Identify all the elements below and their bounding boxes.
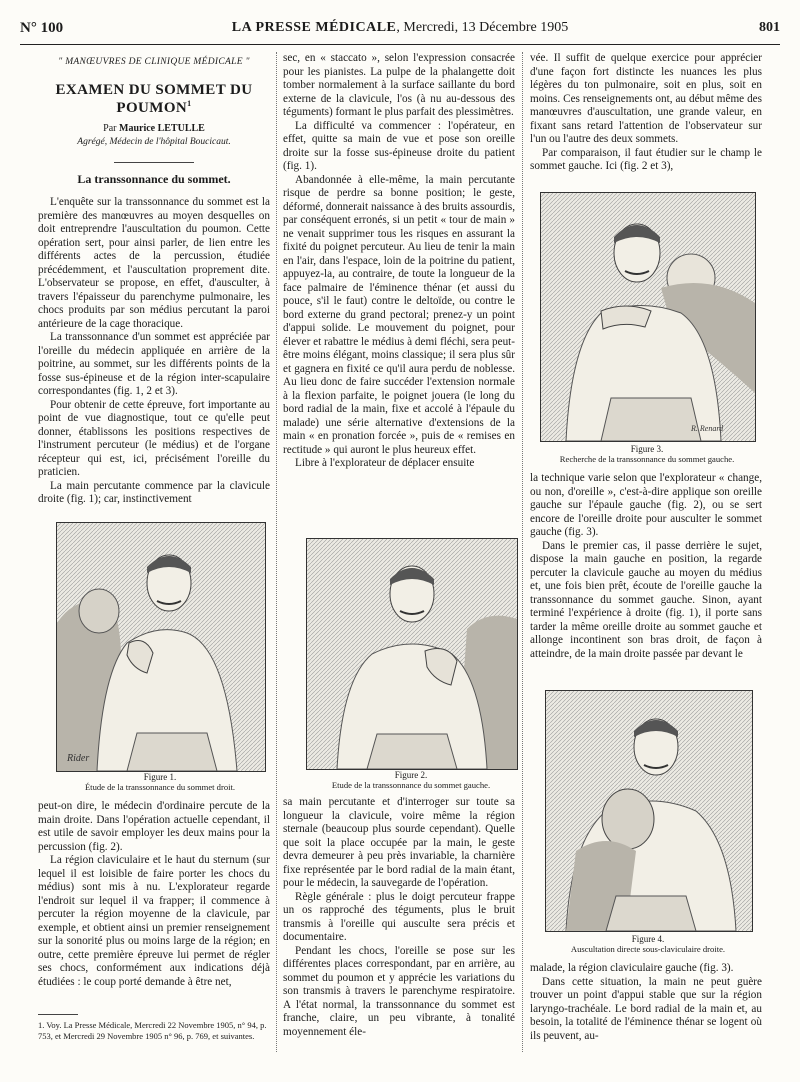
engraver-signature: Rider (67, 753, 90, 764)
author-line: Par Maurice LETULLE (103, 122, 205, 134)
author-role: Agrégé, Médecin de l'hôpital Boucicaut. (77, 137, 231, 147)
running-title (20, 20, 780, 36)
paragraph: Dans cette situation, la main ne peut guère trouver un point d'appui stable que sur la région laryngo-trachéale. Le bord radial de la main et, au besoin, la totalité de l'éminence thénar se logent où ils peuvent, au- (530, 975, 762, 1042)
paragraph: La transsonnance d'un sommet est appréciée par l'oreille du médecin appliquée en arrière de la poitrine, au sommet, sur les différents points de la fosse sus-épineuse et de la région inter-scapulaire correspondantes (fig. 1, 2 et 3). (38, 331, 270, 397)
paragraph: Règle générale : plus le doigt percuteur frappe un os rapproché des téguments, plus le bruit transmis à l'oreille qui ausculte sera précis et documentaire. (283, 890, 515, 943)
column-1 (38, 52, 270, 507)
engraving-examiner-behind (541, 193, 755, 441)
page-number: 801 (759, 20, 780, 35)
column-3-continued (530, 962, 762, 1043)
section-heading: La transsonnance du sommet. (77, 171, 231, 186)
paragraph: Libre à l'explorateur de déplacer ensuite (295, 457, 475, 469)
issue-number: N° 100 (20, 20, 64, 36)
figure-3-illustration (540, 192, 756, 442)
column-2 (283, 52, 515, 471)
article-title: EXAMEN DU SOMMET DU POUMON$^1$ (55, 81, 253, 116)
figure-4-illustration (545, 690, 753, 932)
column-separator (522, 52, 523, 1052)
journal-name: LA PRESSE MÉDICALE (231, 20, 397, 35)
paragraph: Par comparaison, il faut étudier sur le champ le sommet gauche. Ici (fig. 2 et 3), (530, 146, 762, 172)
column-1-continued (38, 800, 270, 989)
issue-date: , Mercredi, 13 Décembre 1905 (396, 20, 569, 35)
paragraph: sa main percutante et d'interroger sur toute sa longueur la clavicule, voire même la région sternale (beaucoup plus sourde cependant). Quelle que soit la place occupée par la main, le geste devra demeurer à peu près invariable, la charnière fixe représentée par le bord radial de la main étant, pour le médecin, la sauvegarde de l'opération. (283, 796, 515, 889)
footnote: 1. Voy. La Presse Médicale, Mercredi 22 Novembre 1905, n° 94, p. 753, et Mercredi 29 Novembre 1905 n° 96, p. 769, et suivantes. (38, 1020, 267, 1041)
engraving-man-left-apex (307, 539, 517, 769)
column-separator (276, 52, 277, 1052)
figure-1-illustration (56, 522, 266, 772)
paragraph: la technique varie selon que l'explorateur « change, ou non, d'oreille », c'est-à-dire applique son oreille gauche sur l'épaule gauche (fig. 2), ou se sert encore de l'oreille droite pour ausculter le sommet gauche (fig. 3). (530, 472, 762, 538)
column-2-continued (283, 796, 515, 1039)
paragraph: Abandonnée à elle-même, la main percutante risque de perdre sa bonne position; le geste, déformé, donnerait naissance à des bruits assourdis, par conséquent erronés, si un petit « tour de main » ne venait supprimer tous les risques en assurant la fixité du poignet percuteur. Au lieu de tenir la main en l'air, dans l'espace, loin de la poitrine du patient, appuyez-la, au contraire, de toute la longueur de la face palmaire de l'éminence thénar (et aussi du pouce, s'il le faut) contre le deltoïde, ou contre le bord externe du grand pectoral; prenez-y un point d'appui solide. Le mouvement du poignet, pour élever et rabattre le médius à demi fléchi, sera peut-être moins élégant, moins classique; il sera plus sûr et gagnera en fixité ce qu'il aura perdu de noblesse. Au lieu donc de faire succéder l'extension normale à la flexion parfaite, le poignet jouera (le long du bord radial de la main, fixe et accolé à l'épaule du malade) une série alternative d'extensions de la main « en pronation forcée », puis de « remises en rectitude » qui auront le plus heureux effet. (283, 173, 515, 456)
paragraph: La difficulté va commencer : l'opérateur, en effet, quitte sa main de vue et pose son oreille droite sur la fosse sus-épineuse droite du patient (fig. 1). (283, 119, 515, 172)
paragraph: Pour obtenir de cette épreuve, fort importante au point de vue diagnostique, tout ce qu'elle peut donner, établissons les positions respectives de l'instrument percuteur (le médius) et de l'organe récepteur qui est, ici, précisément l'oreille du praticien. (38, 398, 270, 478)
engraving-direct-auscultation (546, 691, 752, 931)
paragraph: La région claviculaire et le haut du sternum (sur lequel il est loisible de faire porter les chocs du médius) sont mis à nu. L'explorateur regarde l'endroit sur lequel il va frapper; il commence à percuter la région moyenne de la clavicule, par exemple, et obtient ainsi un premier renseignement sur la sonorité plus ou moins large de la région; en outre, cette première épreuve lui permet de régler ses chocs, conformément aux indications déjà étudiées : le coup porté demande à être net, (38, 854, 270, 988)
paragraph: Dans le premier cas, il passe derrière le sujet, dispose la main gauche en position, la regarde percuter la clavicule gauche au moyen du médius et, une fois bien prêt, écoute de l'oreille gauche la transsonnance du sommet gauche. Sinon, ayant terminé l'expérience à droite (fig. 1), il porte sans tarder la même oreille droite au sommet gauche et allonge incontinent son bras droit, de façon à atteindre, de la main droite passée par devant le (530, 539, 762, 660)
engraver-signature: R. Renard (691, 424, 724, 433)
page-header (20, 18, 780, 45)
paragraph: malade, la région claviculaire gauche (fig. 3). (530, 962, 734, 974)
paragraph: sec, en « staccato », selon l'expression consacrée pour les pianistes. La pulpe de la phalangette doit tomber normalement à la surface saillante du bord externe de la clavicule, l'os (à nu au-dessous des téguments) formant le plus parfait des plessimètres. (283, 52, 515, 118)
figure-4-caption: Figure 4. Auscultation directe sous-claviculaire droite. (570, 934, 726, 954)
figure-3-caption: Figure 3. Recherche de la transsonnance du sommet gauche. (559, 444, 735, 464)
engraving-two-men-right-apex (57, 523, 265, 771)
figure-2-illustration (306, 538, 518, 770)
column-3-middle (530, 472, 762, 661)
footnote-rule (38, 1014, 78, 1015)
paragraph: Pendant les chocs, l'oreille se pose sur les différentes places correspondant, par en arrière, au sommet du poumon et y apprécie les variations du son transmis à travers le parenchyme respiratoire. A l'état normal, la transsonnance du sommet est franche, claire, un peu vibrante, à tonalité moyennement éle- (283, 944, 515, 1038)
paragraph: La main percutante commence par la clavicule droite (fig. 1); car, instinctivement (38, 479, 270, 505)
paragraph: L'enquête sur la transsonnance du sommet est la première des manœuvres au moyen desquelles on doit entreprendre l'auscultation du poumon. Cette opération sert, pour ainsi parler, de lien entre les différents actes de la percussion, étudiée précédemment, et l'auscultation proprement dite. L'observateur se propose, en effet, d'ausculter, à travers l'épaisseur du parenchyme pulmonaire, les chocs produits par son médius percutant la paroi antérieure de la cage thoracique. (38, 196, 270, 330)
figure-1-caption: Figure 1. Étude de la transsonnance du sommet droit. (84, 772, 236, 792)
figure-2-caption: Figure 2. Etude de la transsonnance du sommet gauche. (331, 770, 491, 790)
column-3 (530, 52, 762, 174)
paragraph: vée. Il suffit de quelque exercice pour apprécier d'une façon fort distincte les nuances les plus légères du ton pulmonaire, soit en plus, soit en moins. Ces renseignements ont, au début même des manœuvres d'auscultation, une grande valeur, en fixant sans retard l'attention de l'observateur sur l'un ou l'autre des deux sommets. (530, 52, 762, 145)
title-rule (114, 162, 194, 163)
series-kicker: " MANŒUVRES DE CLINIQUE MÉDICALE " (58, 57, 250, 67)
paragraph: peut-on dire, le médecin d'ordinaire percute de la main droite. Dans l'opération actuelle cependant, il est utile de savoir employer les deux mains pour la percussion (fig. 2). (38, 800, 270, 853)
